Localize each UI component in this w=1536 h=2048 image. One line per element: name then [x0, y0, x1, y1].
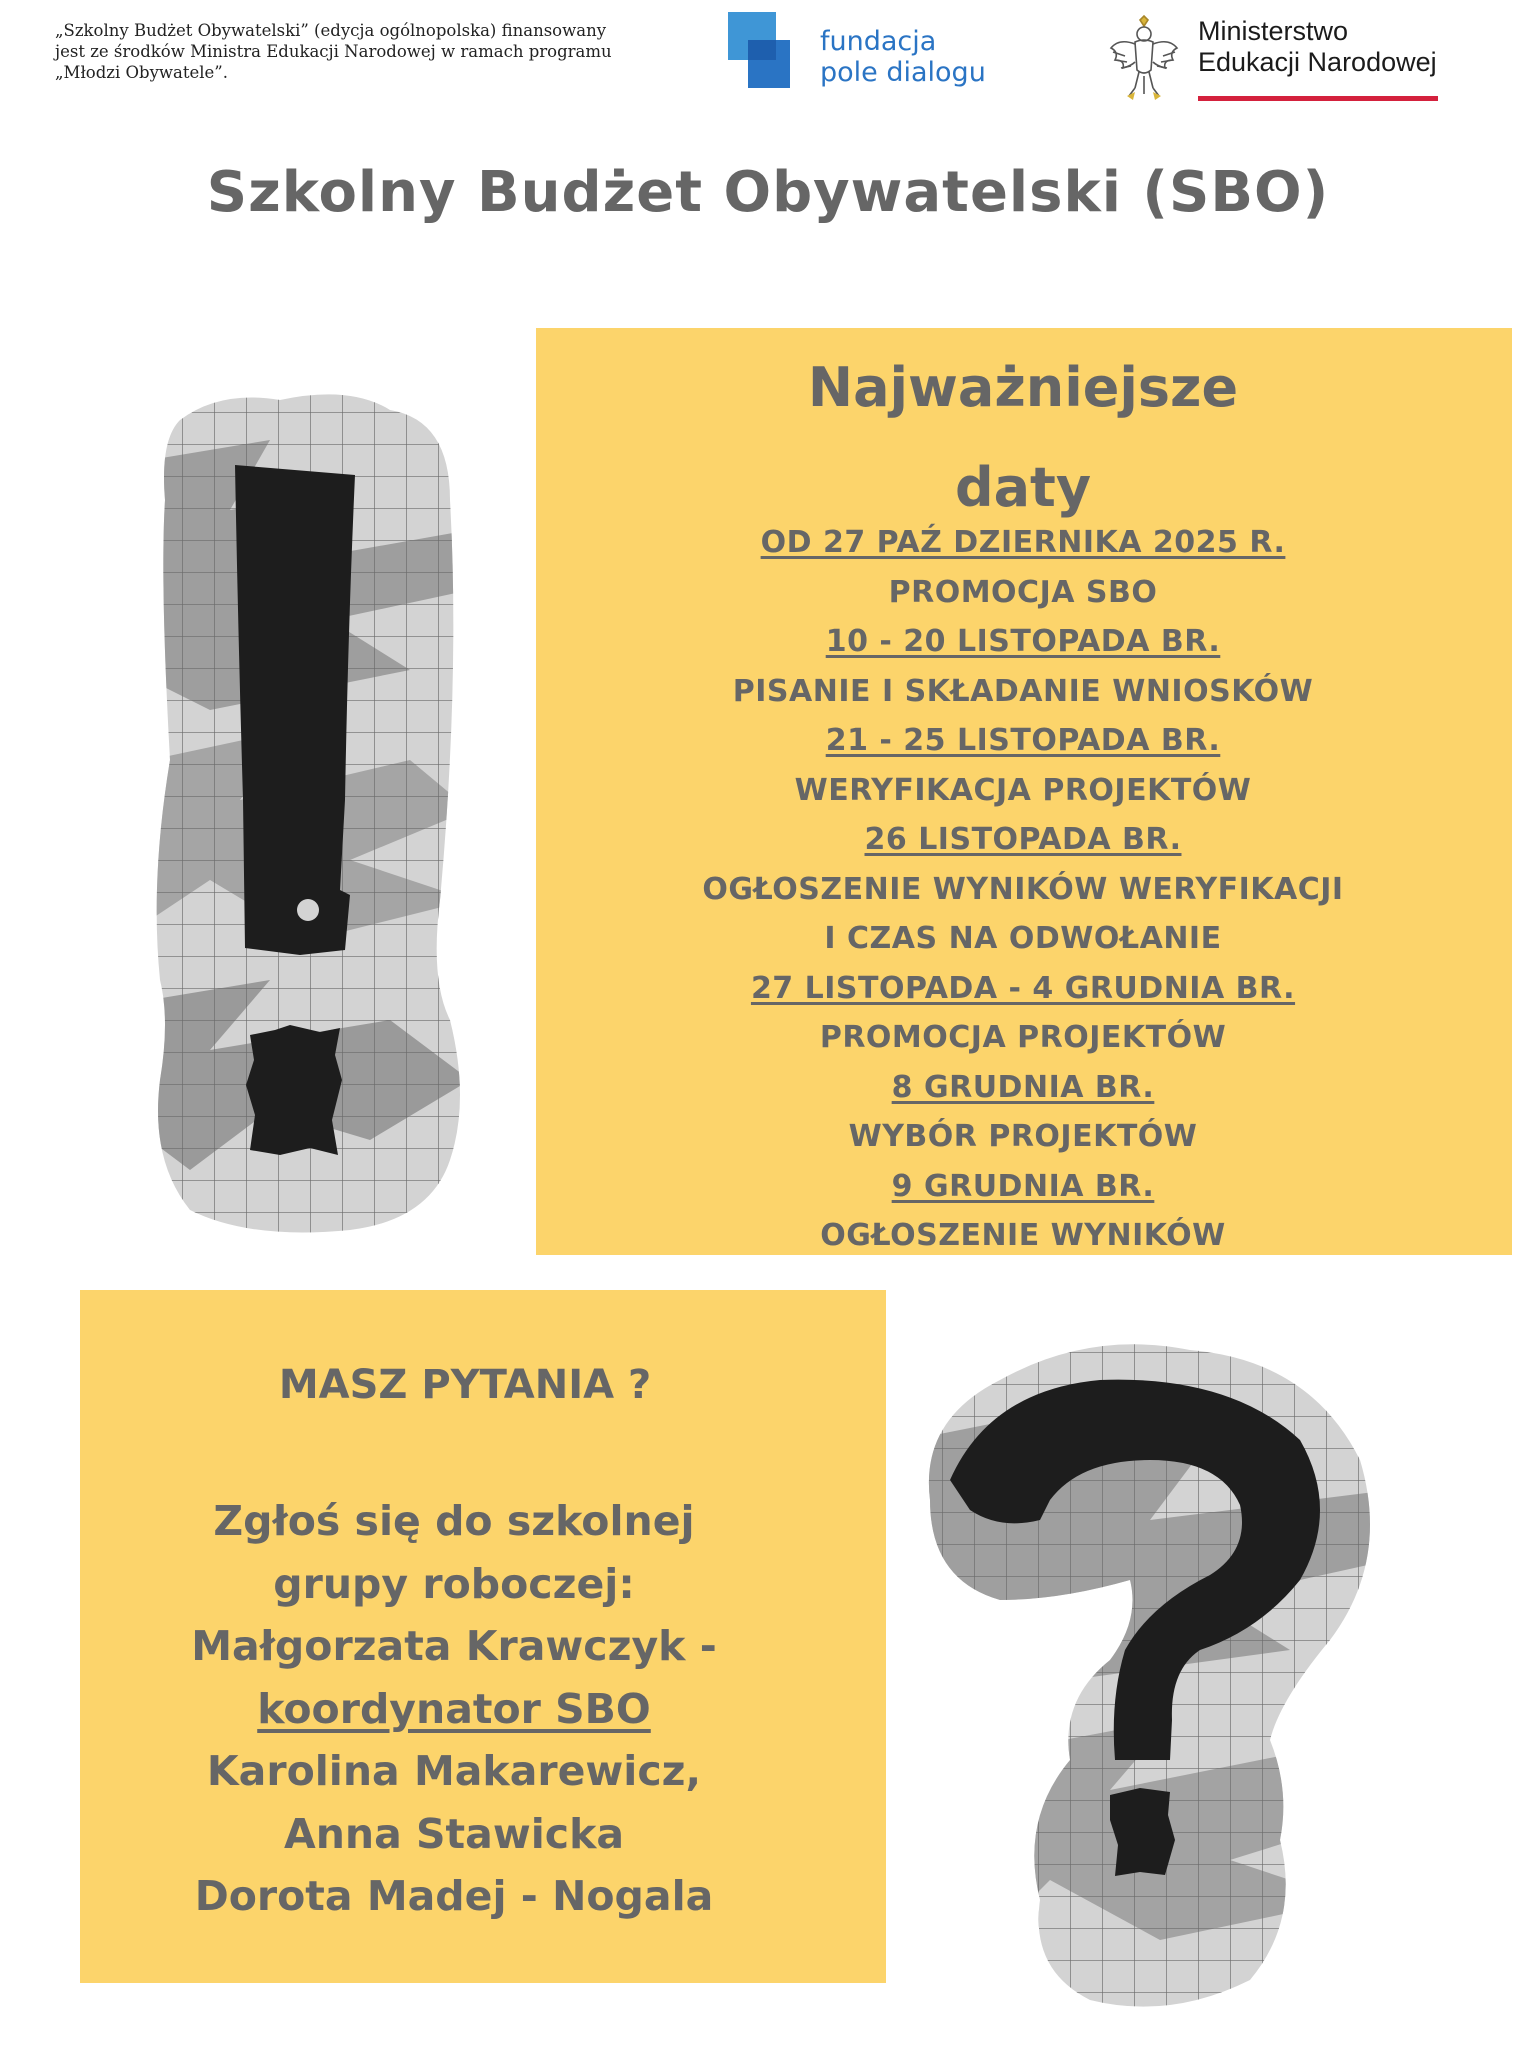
date-label: 10 - 20 LISTOPADA BR. [825, 624, 1221, 659]
date-event: WYBÓR PROJEKTÓW [848, 1119, 1198, 1154]
date-label: 21 - 25 LISTOPADA BR. [825, 723, 1221, 758]
date-event: WERYFIKACJA PROJEKTÓW [794, 772, 1252, 808]
contact-line: Anna Stawicka [283, 1809, 624, 1858]
logo-text-line: fundacja [820, 26, 937, 57]
logo-square [748, 40, 776, 60]
logo-text-line: pole dialogu [820, 57, 986, 88]
coordinator-role: koordynator SBO [257, 1684, 651, 1733]
dates-heading-line: Najważniejsze [807, 356, 1239, 419]
dates-heading-line: daty [954, 456, 1092, 519]
contact-lines [80, 1490, 828, 1928]
funding-note-line: jest ze środków Ministra Edukacji Narodowej w ramach programu [55, 42, 612, 61]
date-label: 8 GRUDNIA BR. [891, 1069, 1155, 1105]
page-title: Szkolny Budżet Obywatelski (SBO) [206, 160, 1330, 225]
logo-text [820, 26, 986, 88]
dates-list [536, 518, 1510, 1261]
date-event: PROMOCJA SBO [888, 574, 1158, 610]
logo-text-line: Edukacji Narodowej [1198, 47, 1437, 77]
fundacja-pole-dialogu-logo [728, 10, 1008, 100]
date-label: OD 27 PAŹ DZIERNIKA 2025 R. [760, 525, 1286, 560]
date-label: 26 LISTOPADA BR. [864, 822, 1182, 857]
dates-heading [773, 338, 1273, 538]
contact-line: Małgorzata Krawczyk - [191, 1622, 717, 1670]
contact-line: Karolina Makarewicz, [206, 1747, 702, 1795]
key-dates-panel [536, 328, 1512, 1255]
contact-line [80, 1678, 828, 1741]
polish-eagle-icon [1105, 12, 1183, 104]
ministry-logo [1105, 10, 1445, 105]
date-event: PROMOCJA PROJEKTÓW [819, 1020, 1227, 1055]
funding-note-line: „Młodzi Obywatele”. [55, 63, 228, 82]
questions-heading: MASZ PYTANIA ? [278, 1362, 652, 1408]
funding-note-line: „Szkolny Budżet Obywatelski” (edycja ogólnopolska) finansowany [55, 21, 607, 40]
date-event: I CZAS NA ODWOŁANIE [824, 921, 1222, 956]
contact-line: Zgłoś się do szkolnej [213, 1497, 695, 1545]
contact-panel [80, 1290, 886, 1983]
date-event: OGŁOSZENIE WYNIKÓW [820, 1218, 1226, 1253]
exclamation-mark-icon [150, 380, 470, 1240]
contact-line: Dorota Madej - Nogala [194, 1872, 714, 1920]
date-event: PISANIE I SKŁADANIE WNIOSKÓW [732, 673, 1314, 709]
logo-text-line: Ministerstwo [1198, 16, 1349, 46]
date-event: OGŁOSZENIE WYNIKÓW WERYFIKACJI [702, 871, 1344, 907]
question-mark-icon [910, 1320, 1390, 2020]
date-label: 27 LISTOPADA - 4 GRUDNIA BR. [750, 970, 1296, 1006]
contact-line: grupy roboczej: [273, 1559, 635, 1608]
date-label: 9 GRUDNIA BR. [891, 1168, 1155, 1204]
funding-note [55, 20, 655, 83]
logo-red-line [1198, 96, 1438, 101]
logo-text [1198, 16, 1437, 78]
